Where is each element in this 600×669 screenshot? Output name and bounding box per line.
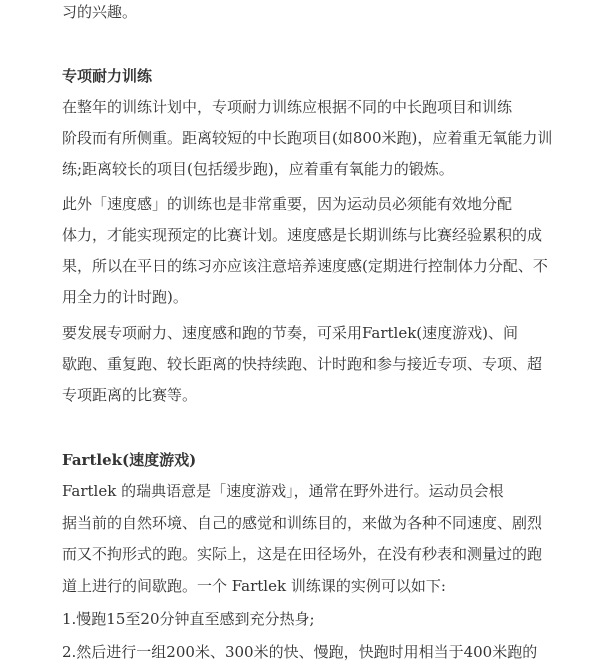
paragraph-line: 要发展专项耐力、速度感和跑的节奏，可采用Fartlek(速度游戏)、间 [32,324,519,342]
section-heading-fartlek: Fartlek(速度游戏) [62,451,197,469]
paragraph-line: 阶段而有所侧重。距离较短的中长跑项目(如800米跑)，应着重无氧能力训 [62,129,553,147]
paragraph-line: 练;距离较长的项目(包括缓步跑)，应着重有氧能力的锻炼。 [62,160,454,178]
paragraph-line: 歇跑、重复跑、较长距离的快持续跑、计时跑和参与接近专项、专项、超 [62,355,543,373]
paragraph-line: 而又不拘形式的跑。实际上，这是在田径场外，在没有秒表和测量过的跑 [62,545,543,563]
paragraph-line: 道上进行的间歇跑。一个 Fartlek 训练课的实例可以如下: [62,577,446,595]
text-fragment-top: 习的兴趣。 [62,3,138,21]
section-heading-endurance: 专项耐力训练 [62,67,153,85]
paragraph-line: 用全力的计时跑)。 [62,288,188,306]
paragraph-line: 此外「速度感」的训练也是非常重要，因为运动员必须能有效地分配 [32,195,513,213]
paragraph-line: 体力，才能实现预定的比赛计划。速度感是长期训练与比赛经验累积的成 [62,226,543,244]
paragraph-line: 据当前的自然环境、自己的感觉和训练目的，来做为各种不同速度、剧烈 [62,514,543,532]
paragraph-line: 在整年的训练计划中，专项耐力训练应根据不同的中长跑项目和训练 [32,98,513,116]
paragraph-line: 果，所以在平日的练习亦应该注意培养速度感(定期进行控制体力分配、不 [62,257,548,275]
paragraph-line: 专项距离的比赛等。 [62,386,198,404]
list-item: 1.慢跑15至20分钟直至感到充分热身; [32,610,315,628]
list-item: 2.然后进行一组200米、300米的快、慢跑，快跑时用相当于400米跑的 [32,643,538,661]
paragraph-line: Fartlek 的瑞典语意是「速度游戏」，通常在野外进行。运动员会根 [32,482,504,500]
